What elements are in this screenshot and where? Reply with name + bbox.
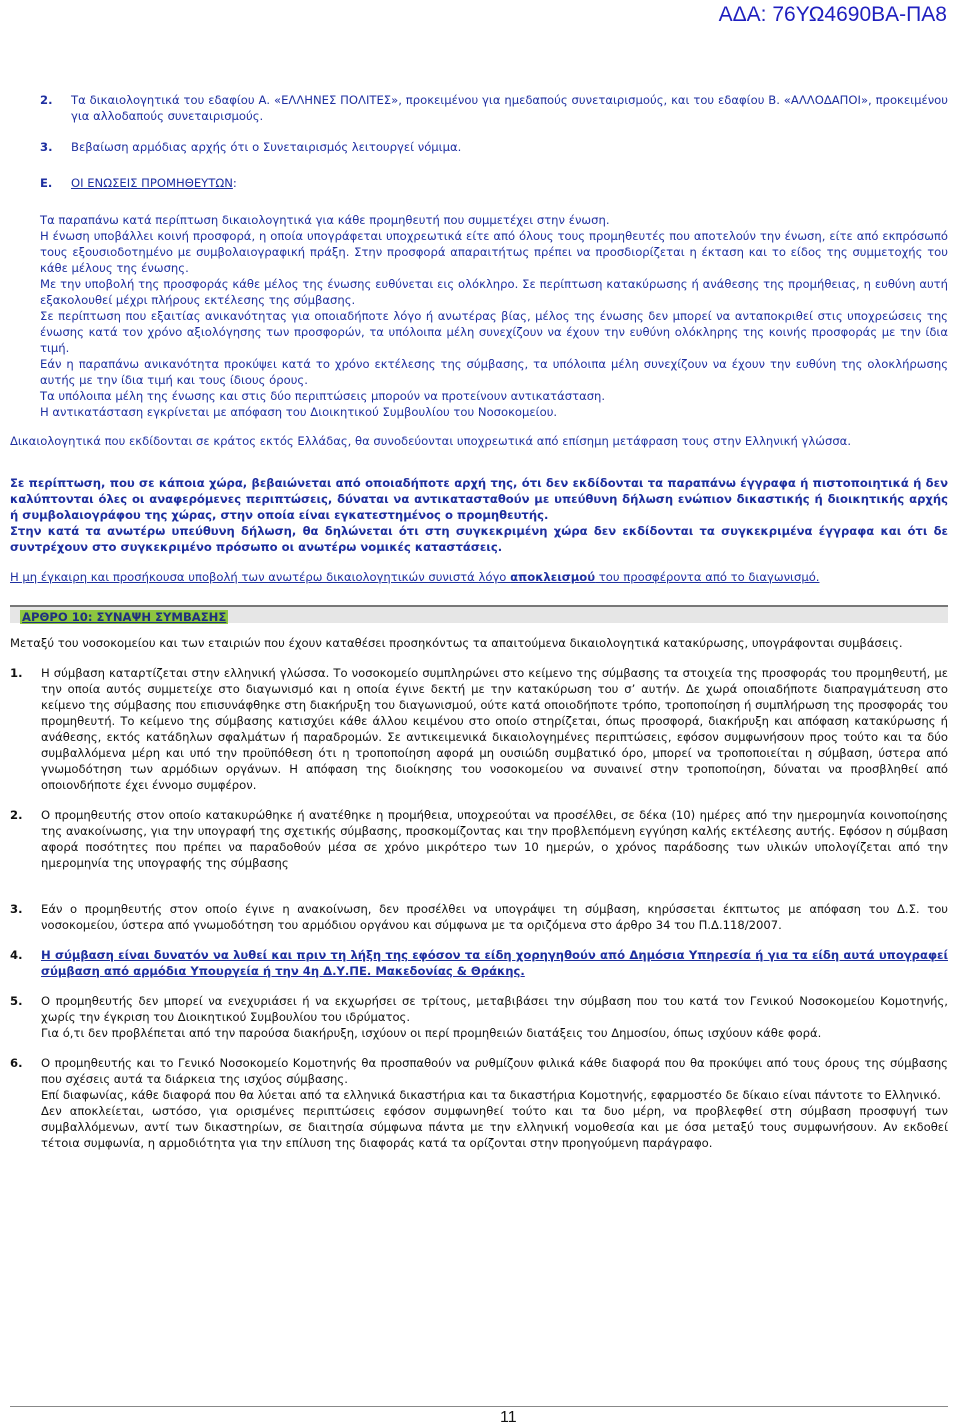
clause-body xyxy=(41,993,948,1041)
clause-number: 2. xyxy=(10,808,23,822)
clause-text: Ο προμηθευτής και το Γενικό Νοσοκομείο Κομοτηνής θα προσπαθούν να ρυθμίζουν φιλικά κάθε διαφορά που θα προκύψει από τους όρους της σύμβασης που σχέσεις αυτά τα διάρκεια της ισχύος σύμβασης. xyxy=(41,1056,948,1086)
footer-divider xyxy=(10,1406,948,1407)
unions-p4: Σε περίπτωση που εξαιτίας ανικανότητας για οποιαδήποτε λόγο ή ανωτέρας βίας, μέλος της ένωσης δεν μπορεί να ανταποκριθεί στις υποχρεώσεις της ένωσης κατά τον χρόνο αξιολόγησης των προσφορών, τα υπόλοιπα μέλη συνεχίζουν να έχουν την ευθύνη ολόκληρης της κοινής προσφοράς με την ίδια τιμή. xyxy=(40,309,948,355)
unions-block xyxy=(10,212,948,420)
section-title: ΟΙ ΕΝΩΣΕΙΣ ΠΡΟΜΗΘΕΥΤΩΝ xyxy=(71,176,233,190)
unions-p2: Η ένωση υποβάλλει κοινή προσφορά, η οποία υπογράφεται υποχρεωτικά είτε από όλους τους προμηθευτές που αποτελούν την ένωση, είτε από εκπρόσωπό τους εξουσιοδοτημένο με συμβολαιογραφική πράξη. Στην προσφορά απαραιτήτως πρέπει να προσδιορίζεται η έκταση και το είδος της συμμετοχής του κάθε μέλους της ένωσης. xyxy=(40,229,948,275)
clause-extra: Για ό,τι δεν προβλέπεται από την παρούσα διακήρυξη, ισχύουν οι περί προμηθειών διατάξεις του Δημοσίου, όπως ισχύουν κάθε φορά. xyxy=(41,1026,822,1040)
clause-6 xyxy=(10,1055,948,1151)
section-colon: : xyxy=(232,176,237,190)
clause-number: 3. xyxy=(10,902,23,916)
clause-number: 5. xyxy=(10,994,23,1008)
clause-body xyxy=(41,1055,948,1151)
item-text: Τα δικαιολογητικά του εδαφίου Α. «ΕΛΛΗΝΕΣ ΠΟΛΙΤΕΣ», προκειμένου για ημεδαπούς συνεταιρισμούς, και του εδαφίου Β. «ΑΛΛΟΔΑΠΟΙ», προκειμένου για αλλοδαπούς συνεταιρισμούς. xyxy=(71,93,948,123)
item-number: 2. xyxy=(40,93,53,107)
translation-note: Δικαιολογητικά που εκδίδονται σε κράτος εκτός Ελλάδας, θα συνοδεύονται υποχρεωτικά από επίσημη μετάφραση τους στην Ελληνική γλώσσα. xyxy=(10,434,851,448)
clause-number: 6. xyxy=(10,1056,23,1070)
list-item xyxy=(10,139,948,155)
intro-paragraph: Μεταξύ του νοσοκομείου και των εταιριών που έχουν καταθέσει προσηκόντως τα απαιτούμενα δικαιολογητικά κατακύρωσης, υπογράφονται συμβάσεις. xyxy=(10,636,903,650)
clause-extra: Επί διαφωνίας, κάθε διαφορά που θα λύεται από τα ελληνικά δικαστήρια και τα δικαστήρια Κομοτηνής, εφαρμοστέο δε δίκαιο είναι πάντοτε το Ελληνικό. xyxy=(41,1088,941,1102)
article-title: ΑΡΘΡΟ 10: ΣΥΝΑΨΗ ΣΥΜΒΑΣΗΣ xyxy=(22,610,227,624)
clause-1 xyxy=(10,665,948,793)
exclusion-before: Η μη έγκαιρη και προσήκουσα υποβολή των ανωτέρω δικαιολογητικών συνιστά λόγο xyxy=(10,570,511,584)
clause-5 xyxy=(10,993,948,1041)
unions-p7: Η αντικατάσταση εγκρίνεται με απόφαση του Διοικητικού Συμβουλίου του Νοσοκομείου. xyxy=(40,405,558,419)
clause-2 xyxy=(10,807,948,871)
clause-text: Εάν ο προμηθευτής στον οποίο έγινε η ανακοίνωση, δεν προσέλθει να υπογράψει τη σύμβαση, κηρύσσεται έκπτωτος με απόφαση του Δ.Σ. του νοσοκομείου, ύστερα από γνωμοδότηση του αρμόδιου οργάνου και σύμφωνα με τα οριζόμενα στο άρθρο 34 του Π.Δ.118/2007. xyxy=(41,902,948,932)
document-body xyxy=(10,92,948,1151)
clause-text: Η σύμβαση καταρτίζεται στην ελληνική γλώσσα. Το νοσοκομείο συμπληρώνει στο κείμενο της σύμβασης τα στοιχεία της προσφοράς του προμηθευτή, με την οποία αυτός συμμετείχε στο διαγωνισμό και η οποία έγινε δεκτή με την κατακύρωση του σ’ αυτήν. Δε χωρά οποιαδήποτε διαπραγμάτευση στο κείμενο της σύμβασης που επισυνάφθηκε στη διακήρυξη του διαγωνισμού, ούτε κατά οποιοδήποτε τρόπο, τροποποίηση ή συμπλήρωση της προσφοράς του προμηθευτή. Το κείμενο της σύμβασης κατισχύει κάθε άλλου κειμένου στο οποίο στηρίζεται, όπως προσφορά, διακήρυξη και απόφαση κατακύρωσης ή ανάθεσης, εκτός κατάδηλων σφαλμάτων ή παραδρομών. Σε αντικειμενικά δικαιολογημένες περιπτώσεις, εφόσον συμφωνήσουν προς τούτο και τα δύο συμβαλλόμενα μέρη και υπό την προϋπόθεση ότι η τροποποίηση αφορά μη ουσιώδη συμβατικό όρο, μπορεί να τροποποιείται η σύμβαση, ύστερα από γνωμοδότηση των αρμόδιων οργάνων. Η απόφαση της διοίκησης του νοσοκομείου να συναινεί στην τροποποίηση, δύναται να προσβληθεί από οποιονδήποτε έχει έννομο συμφέρον. xyxy=(41,666,948,792)
clause-extra-2: Δεν αποκλείεται, ωστόσο, για ορισμένες περιπτώσεις εφόσον συμφωνηθεί τούτο και τα δυο μέρη, να προβλεφθεί στη σύμβαση προσφυγή των συμβαλλόμενων, αντί των δικαστηρίων, σε διαιτησία σύμφωνα πάντα με την ελληνική νομοθεσία και με όσα μεταξύ τους συμφωνήσουν. Αν εκδοθεί τέτοια συμφωνία, η αρμοδιότητα για την επίλυση της διαφοράς κατά τα ορίζονται στην προηγούμενη παράγραφο. xyxy=(41,1104,948,1150)
ada-code: ΑΔΑ: 76ΥΩ4690ΒΑ-ΠΑ8 xyxy=(718,3,947,26)
clause-text: Ο προμηθευτής στον οποίο κατακυρώθηκε ή ανατέθηκε η προμήθεια, υποχρεούται να προσέλθει, σε δέκα (10) ημέρες από την ημερομηνία κοινοποίησης της ανακοίνωσης, για την υπογραφή της σχετικής σύμβασης, προσκομίζοντας και την προβλεπόμενη εγγύηση καλής εκτέλεσης αυτής. Εφόσον η σύμβαση αφορά ποσότητες που πρέπει να παραδοθούν μέσα σε χρόνο μικρότερο των 10 ημερών, ο χρόνος παράδοσης των υλικών υπολογίζεται από την ημερομηνία της υπογραφής της σύμβασης xyxy=(41,808,948,870)
clause-text: Η σύμβαση είναι δυνατόν να λυθεί και πριν τη λήξη της εφόσον τα είδη χορηγηθούν από Δημόσια Υπηρεσία ή για τα είδη αυτά υπογραφεί σύμβαση από αρμόδια Υπουργεία ή την 4η Δ.Υ.ΠΕ. Μακεδονίας & Θράκης. xyxy=(41,948,948,978)
clause-number: 4. xyxy=(10,948,23,962)
section-e-heading xyxy=(10,175,948,191)
bold-paragraph-1: Σε περίπτωση, που σε κάποια χώρα, βεβαιώνεται από οποιαδήποτε αρχή της, ότι δεν εκδίδονται τα παραπάνω έγγραφα ή πιστοποιητικά ή δεν καλύπτονται όλες οι αναφερόμενες περιπτώσεις, δύναται να αντικατασταθούν με υπεύθυνη δήλωση ενώπιον δικαστικής ή διοικητικής αρχής ή συμβολαιογράφου της χώρας, στην οποία είναι εγκατεστημένος ο προμηθευτής. xyxy=(10,476,948,522)
item-number: 3. xyxy=(40,140,53,154)
exclusion-note xyxy=(10,569,948,585)
clause-text: Ο προμηθευτής δεν μπορεί να ενεχυριάσει ή να εκχωρήσει σε τρίτους, μεταβιβάσει την σύμβαση που του κατά τον Γενικού Νοσοκομείου Κομοτηνής, χωρίς την έγκριση του Διοικητικού Συμβουλίου του ιδρύματος. xyxy=(41,994,948,1024)
unions-p6: Τα υπόλοιπα μέλη της ένωσης και στις δύο περιπτώσεις μπορούν να προτείνουν αντικατάσταση. xyxy=(40,389,606,403)
bold-paragraph-2: Στην κατά τα ανωτέρω υπεύθυνη δήλωση, θα δηλώνεται ότι στη συγκεκριμένη χώρα δεν εκδίδονται τα συγκεκριμένα έγγραφα και ότι δε συντρέχουν στο συγκεκριμένο πρόσωπο οι ανωτέρω νομικές καταστάσεις. xyxy=(10,524,948,554)
article-heading-bar xyxy=(10,605,948,623)
clause-3 xyxy=(10,901,948,933)
exclusion-after: του προσφέροντα από το διαγωνισμό. xyxy=(595,570,820,584)
unions-p1: Τα παραπάνω κατά περίπτωση δικαιολογητικά για κάθε προμηθευτή που συμμετέχει στην ένωση. xyxy=(40,213,610,227)
section-letter: Ε. xyxy=(40,176,53,190)
item-text: Βεβαίωση αρμόδιας αρχής ότι ο Συνεταιρισμός λειτουργεί νόμιμα. xyxy=(71,140,462,154)
list-item xyxy=(10,92,948,124)
unions-p5: Εάν η παραπάνω ανικανότητα προκύψει κατά το χρόνο εκτέλεσης της σύμβασης, τα υπόλοιπα μέλη συνεχίζουν να έχουν την ευθύνη της ολοκλήρωσης αυτής με την ίδια τιμή και τους ίδιους όρους. xyxy=(40,357,948,387)
exclusion-bold: αποκλεισμού xyxy=(510,570,596,584)
clause-4 xyxy=(10,947,948,979)
clause-number: 1. xyxy=(10,666,23,680)
page-number: 11 xyxy=(500,1409,517,1426)
unions-p3: Με την υποβολή της προσφοράς κάθε μέλος της ένωσης ευθύνεται εις ολόκληρο. Σε περίπτωση κατακύρωσης ή ανάθεσης της προμήθειας, η ευθύνη αυτή εξακολουθεί μέχρι πλήρους εκτέλεσης της σύμβασης. xyxy=(40,277,948,307)
